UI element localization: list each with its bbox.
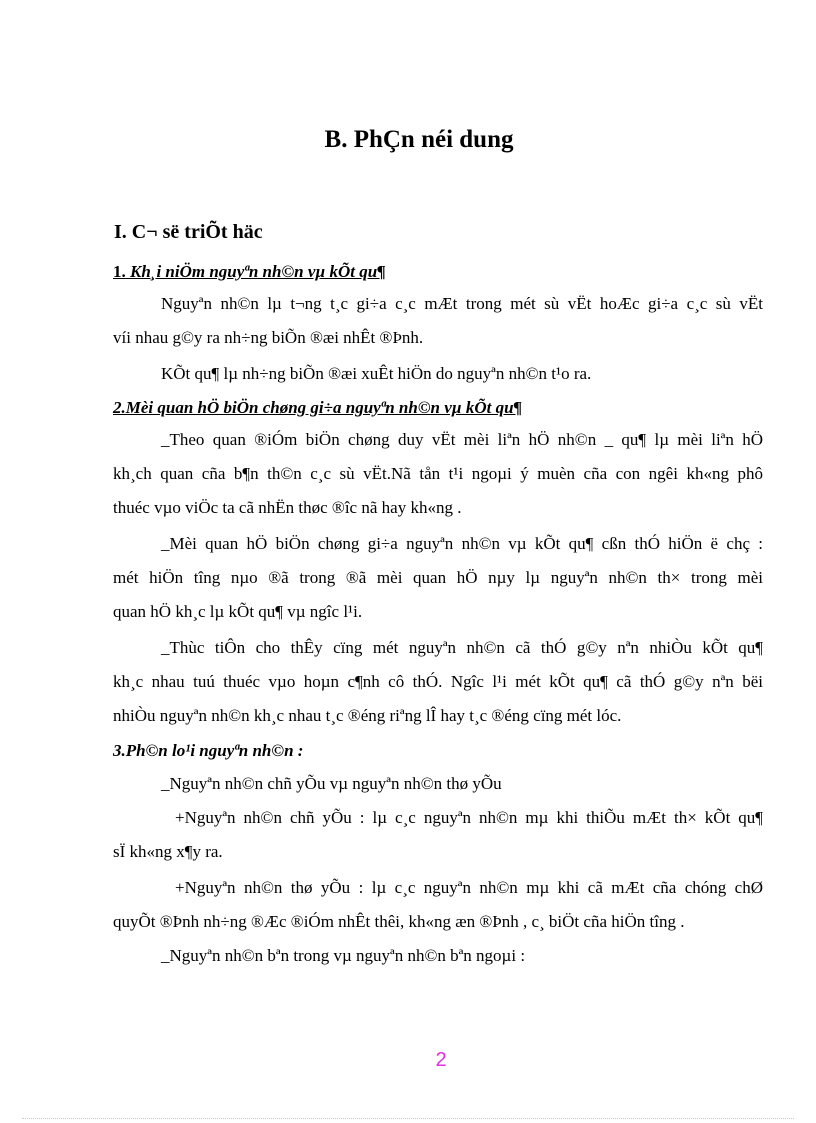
text-line: Nguyªn nh©n lµ t¬ng t¸c gi÷a c¸c mÆt trong mét sù vËt hoÆc gi÷a c¸c sù vËt xyxy=(161,294,763,313)
paragraph-objectivity xyxy=(113,423,763,525)
paragraph-secondary-cause xyxy=(113,871,763,939)
text-line: kh¸c nhau tuú thuéc vµo hoµn c¶nh cô thÓ. Ngîc l¹i mét kÕt qu¶ cã thÓ g©y nªn bëi xyxy=(113,672,763,691)
page-title: B. PhÇn néi dung xyxy=(324,126,514,153)
section-heading: I. C¬ së triÕt häc xyxy=(114,221,263,243)
text-line: _Theo quan ®iÓm biÖn chøng duy vËt mèi liªn hÖ nh©n _ qu¶ lµ mèi liªn hÖ xyxy=(161,430,763,449)
paragraph-internal-external xyxy=(113,939,763,973)
subheading-2: 2.Mèi quan hÖ biÖn chøng gi÷a nguyªn nh©n vµ kÕt qu¶ xyxy=(113,398,523,417)
text-line: _Nguyªn nh©n chñ yÕu vµ nguyªn nh©n thø yÕu xyxy=(161,774,502,793)
text-line: víi nhau g©y ra nh÷ng biÕn ®æi nhÊt ®Þnh. xyxy=(113,328,424,347)
text-line: sÏ kh«ng x¶y ra. xyxy=(113,842,223,861)
text-line: kh¸ch quan cña b¶n th©n c¸c sù vËt.Nã tån t¹i ngoµi ý muèn cña con ngêi kh«ng phô xyxy=(113,464,763,483)
page-number: 2 xyxy=(435,1049,447,1071)
paragraph-definition-result xyxy=(113,357,763,391)
paragraph-definition-cause xyxy=(113,287,763,355)
text-line: nhiÒu nguyªn nh©n kh¸c nhau t¸c ®éng riªng lÎ hay t¸c ®éng cïng mét lóc. xyxy=(113,706,622,725)
page-divider xyxy=(22,1118,794,1119)
paragraph-dialectic xyxy=(113,527,763,629)
text-line: +Nguyªn nh©n chñ yÕu : lµ c¸c nguyªn nh©n mµ khi thiÕu mÆt th× kÕt qu¶ xyxy=(175,808,763,827)
text-line: thuéc vµo viÖc ta cã nhËn thøc ®îc nã hay kh«ng . xyxy=(113,498,462,517)
text-line: _Mèi quan hÖ biÖn chøng gi÷a nguyªn nh©n vµ kÕt qu¶ cßn thÓ hiÖn ë chç : xyxy=(161,534,763,553)
subheading-1-number: 1. xyxy=(113,262,126,281)
subheading-1 xyxy=(113,258,386,286)
text-line: quan hÖ kh¸c lµ kÕt qu¶ vµ ngîc l¹i. xyxy=(113,602,363,621)
paragraph-main-cause xyxy=(113,801,763,869)
paragraph-main-secondary xyxy=(113,767,763,801)
text-line: mét hiÖn tîng nµo ®ã trong ®ã mèi quan hÖ nµy lµ nguyªn nh©n th× trong mèi xyxy=(113,568,763,587)
text-line: KÕt qu¶ lµ nh÷ng biÕn ®æi xuÊt hiÖn do nguyªn nh©n t¹o ra. xyxy=(161,364,592,383)
subheading-1-text: Kh¸i niÖm nguyªn nh©n vµ kÕt qu¶ xyxy=(125,262,386,281)
text-line: _Thùc tiÔn cho thÊy cïng mét nguyªn nh©n cã thÓ g©y nªn nhiÒu kÕt qu¶ xyxy=(161,638,763,657)
text-line: +Nguyªn nh©n thø yÕu : lµ c¸c nguyªn nh©n mµ khi cã mÆt cña chóng chØ xyxy=(175,878,763,897)
text-line: _Nguyªn nh©n bªn trong vµ nguyªn nh©n bªn ngoµi : xyxy=(161,946,526,965)
text-line: quyÕt ®Þnh nh÷ng ®Æc ®iÓm nhÊt thêi, kh«ng æn ®Þnh , c¸ biÖt cña hiÖn tîng . xyxy=(113,912,685,931)
paragraph-practice xyxy=(113,631,763,733)
subheading-3: 3.Ph©n lo¹i nguyªn nh©n : xyxy=(113,741,304,760)
